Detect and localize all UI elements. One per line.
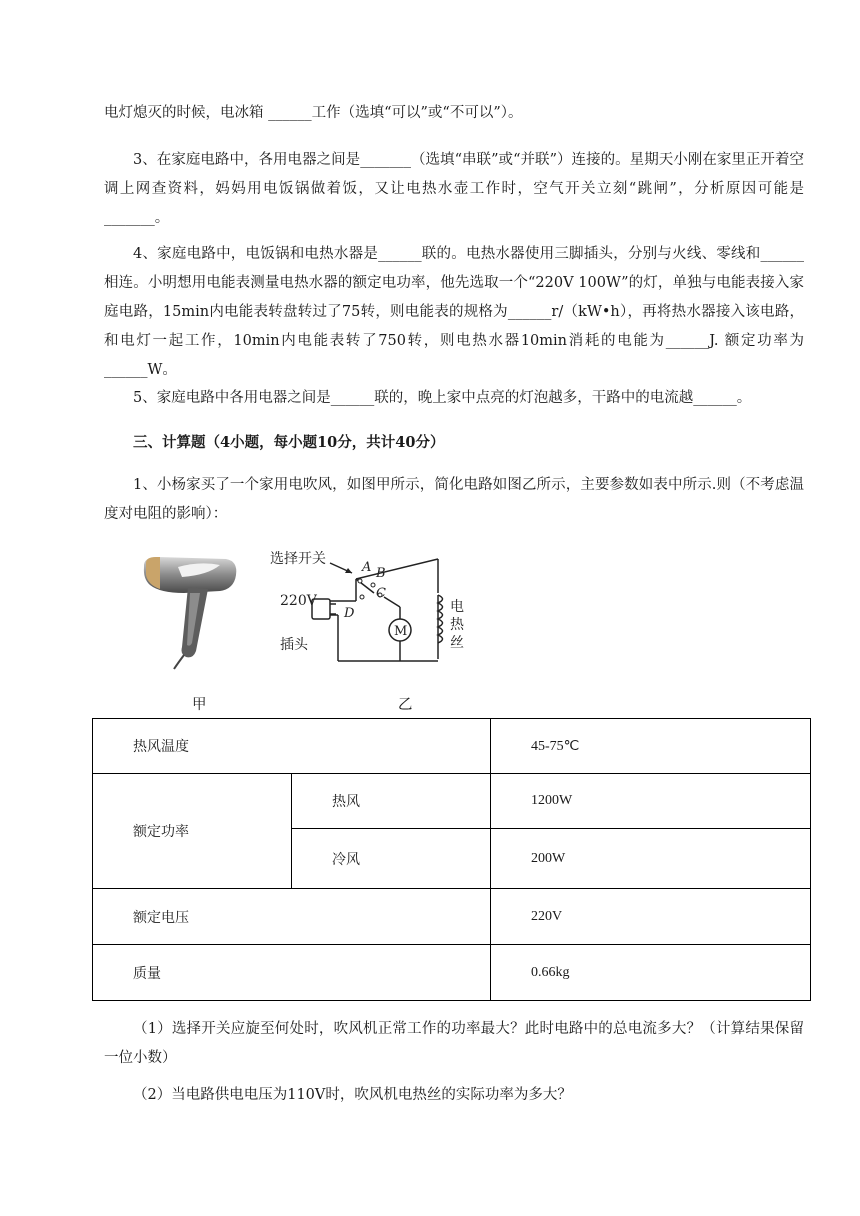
table-cell-sublabel: 冷风 [292, 829, 491, 889]
figure-area [130, 545, 490, 715]
section-heading: 三、计算题（4小题，每小题10分，共计40分） [133, 434, 445, 451]
calc-question-1 [104, 471, 804, 529]
table-cell-label: 额定电压 [93, 889, 491, 945]
sub-question-2 [104, 1081, 804, 1110]
question-4-text: 4、家庭电路中，电饭锅和电热水器是______联的。电热水器使用三脚插头，分别与火线、零线和______相连。小明想用电能表测量电热水器的额定电功率，他先选取一个“220V 100W”的灯，单独与电能表接入家庭电路，15min内电能表转盘转过了75转，则电能表的规格为______r/（kW•h），再将热水器接入该电路，和电灯一起工作，10min内电能表转了750转，则电热水器10min消耗的电能为______J. 额定功率为______W。 [104, 246, 804, 378]
point-a-label: A [362, 560, 372, 575]
table-row [93, 889, 811, 945]
point-d-label: D [344, 606, 355, 621]
table-cell-label: 热风温度 [93, 719, 491, 774]
parameters-table [92, 718, 811, 1001]
table-cell-value: 0.66kg [491, 945, 811, 1001]
switch-label: 选择开关 [270, 551, 326, 567]
figure-label-yi: 乙 [398, 697, 413, 713]
hair-dryer-image [138, 553, 248, 673]
continued-line: 电灯熄灭的时候，电冰箱 ______工作（选填“可以”或“不可以”）。 [104, 105, 523, 121]
point-b-label: B [376, 566, 386, 581]
sub-question-1-text: （1）选择开关应旋至何处时，吹风机正常工作的功率最大？此时电路中的总电流多大？（计算结果保留一位小数） [104, 1021, 804, 1066]
question-5-text: 5、家庭电路中各用电器之间是______联的，晚上家中点亮的灯泡越多，干路中的电流越______。 [133, 390, 752, 406]
table-row [93, 945, 811, 1001]
question-5 [104, 384, 804, 413]
table-cell-sublabel: 热风 [292, 774, 491, 829]
heater-label [450, 598, 468, 651]
circuit-diagram [270, 549, 490, 679]
point-c-label: C [376, 586, 386, 601]
table-row [93, 774, 811, 829]
plug-label: 插头 [280, 637, 308, 653]
table-row [93, 719, 811, 774]
table-cell-label: 质量 [93, 945, 491, 1001]
motor-label: M [394, 624, 408, 639]
voltage-label: 220V [280, 593, 317, 609]
question-3 [104, 146, 804, 233]
sub-question-1 [104, 1015, 804, 1073]
table-cell-value: 45-75℃ [491, 719, 811, 774]
heater-char-1: 电 [450, 599, 464, 615]
table-cell-label: 额定功率 [93, 774, 292, 889]
heater-char-3: 丝 [450, 635, 464, 651]
table-cell-value: 220V [491, 889, 811, 945]
table-cell-value: 1200W [491, 774, 811, 829]
question-4 [104, 240, 804, 385]
question-3-text: 3、在家庭电路中，各用电器之间是_______（选填“串联”或“并联”）连接的。星期天小刚在家里正开着空调上网查资料，妈妈用电饭锅做着饭，又让电热水壶工作时，空气开关立刻“跳闸”，分析原因可能是_______。 [104, 152, 804, 226]
calc-question-1-text: 1、小杨家买了一个家用电吹风，如图甲所示，简化电路如图乙所示，主要参数如表中所示.则（不考虑温度对电阻的影响）： [104, 477, 804, 522]
table-cell-value: 200W [491, 829, 811, 889]
figure-label-jia: 甲 [192, 697, 207, 713]
sub-question-2-text: （2）当电路供电电压为110V时，吹风机电热丝的实际功率为多大？ [133, 1087, 572, 1103]
heater-char-2: 热 [450, 617, 464, 633]
